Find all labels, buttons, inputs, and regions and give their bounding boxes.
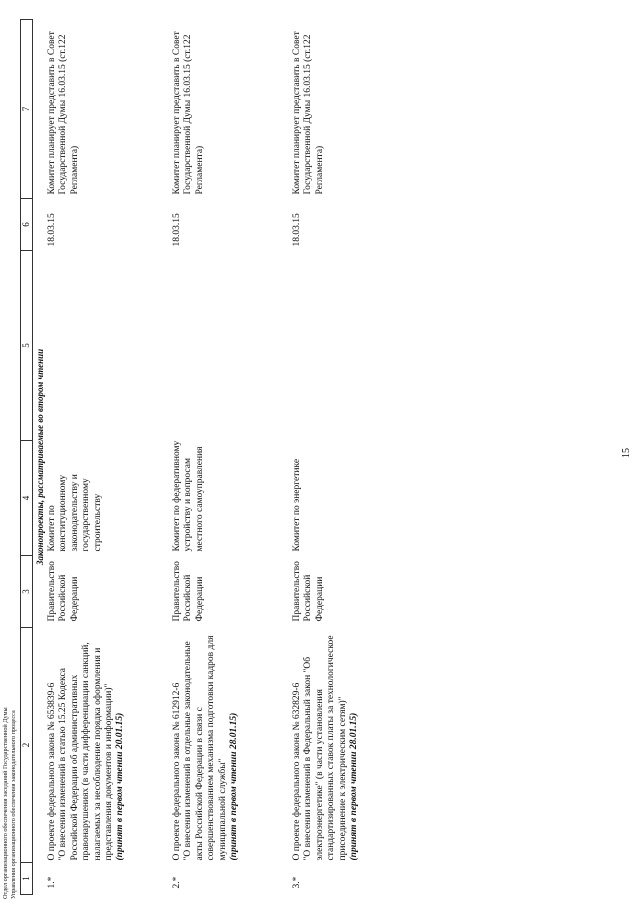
table-row	[292, 20, 412, 895]
bill-reading-note: (принят в первом чтении 28.01.15)	[229, 712, 240, 861]
footer-line: Отдел организационного обеспечения заседаний Государственной Думы	[2, 707, 9, 899]
column-5-cell	[172, 251, 292, 441]
bill-title: О проекте федерального закона № 632829-6	[292, 682, 302, 861]
footer-line: Управления организационного обеспечения законодательного процесса	[9, 710, 17, 899]
remark: Комитет планирует представить в Совет Государственной Думы 16.03.15 (ст.122 Регламента)	[292, 31, 325, 195]
review-date: 18.03.15	[292, 213, 302, 247]
responsible-committee: Комитет по конституционному законодательству и государственному строительству	[47, 474, 103, 552]
agenda-table	[20, 19, 610, 895]
bill-description: "О внесении изменений в отдельные законодательные акты Российской Федерации в связи с совершенствованием механизма подготовки кадров для муниципальной службы"	[183, 635, 228, 861]
column-5-cell	[47, 251, 172, 441]
bill-cell	[292, 628, 412, 863]
review-date: 18.03.15	[172, 213, 182, 247]
column-number: 1	[21, 863, 33, 895]
bill-cell	[47, 628, 172, 863]
remark: Комитет планирует представить в Совет Государственной Думы 16.03.15 (ст.122 Регламента)	[47, 31, 80, 195]
remark: Комитет планирует представить в Совет Государственной Думы 16.03.15 (ст.122 Регламента)	[172, 31, 205, 195]
column-5-cell	[292, 251, 412, 441]
row-number: 3.*	[292, 876, 302, 889]
row-number: 2.*	[172, 876, 182, 889]
bill-title: О проекте федерального закона № 653839-6	[47, 682, 57, 861]
section-title: Законопроекты, рассматриваемые во втором чтении	[35, 348, 45, 566]
row-number: 1.*	[47, 876, 57, 889]
bill-reading-note: (принят в первом чтении 28.01.15)	[349, 712, 360, 861]
column-number-row	[21, 20, 33, 895]
column-number: 6	[21, 199, 33, 251]
column-number: 3	[21, 556, 33, 628]
bill-description: "О внесении изменений в Федеральный закон "Об электроэнергетике" (в части установления стандартизированных ставок платы за технологическое присоединение к электрическим сетям)"	[303, 635, 348, 861]
column-number: 2	[21, 628, 33, 863]
responsible-committee: Комитет по энергетике	[292, 458, 302, 552]
bill-title: О проекте федерального закона № 612912-6	[172, 682, 182, 861]
bill-description: "О внесении изменений в статью 15.25 Кодекса Российской Федерации об административных правонарушениях (в части дифференциации санкций, налагаемых за несоблюдение порядка оформления и представления документов и информации)"	[58, 642, 115, 861]
initiator: Правительство Российской Федерации	[292, 561, 325, 622]
bill-cell	[172, 628, 292, 863]
table-row	[47, 20, 172, 895]
review-date: 18.03.15	[47, 213, 57, 247]
footer	[2, 539, 17, 899]
page-number: 15	[621, 448, 632, 458]
responsible-committee: Комитет по федеративному устройству и вопросам местного самоуправления	[172, 440, 205, 552]
column-number: 4	[21, 441, 33, 556]
section-heading-row	[33, 20, 48, 895]
initiator: Правительство Российской Федерации	[47, 561, 80, 622]
empty-space-row	[412, 20, 610, 895]
bill-reading-note: (принят в первом чтении 20.01.15)	[115, 712, 126, 861]
initiator: Правительство Российской Федерации	[172, 561, 205, 622]
column-number: 7	[21, 20, 33, 199]
table-row	[172, 20, 292, 895]
column-number: 5	[21, 251, 33, 441]
